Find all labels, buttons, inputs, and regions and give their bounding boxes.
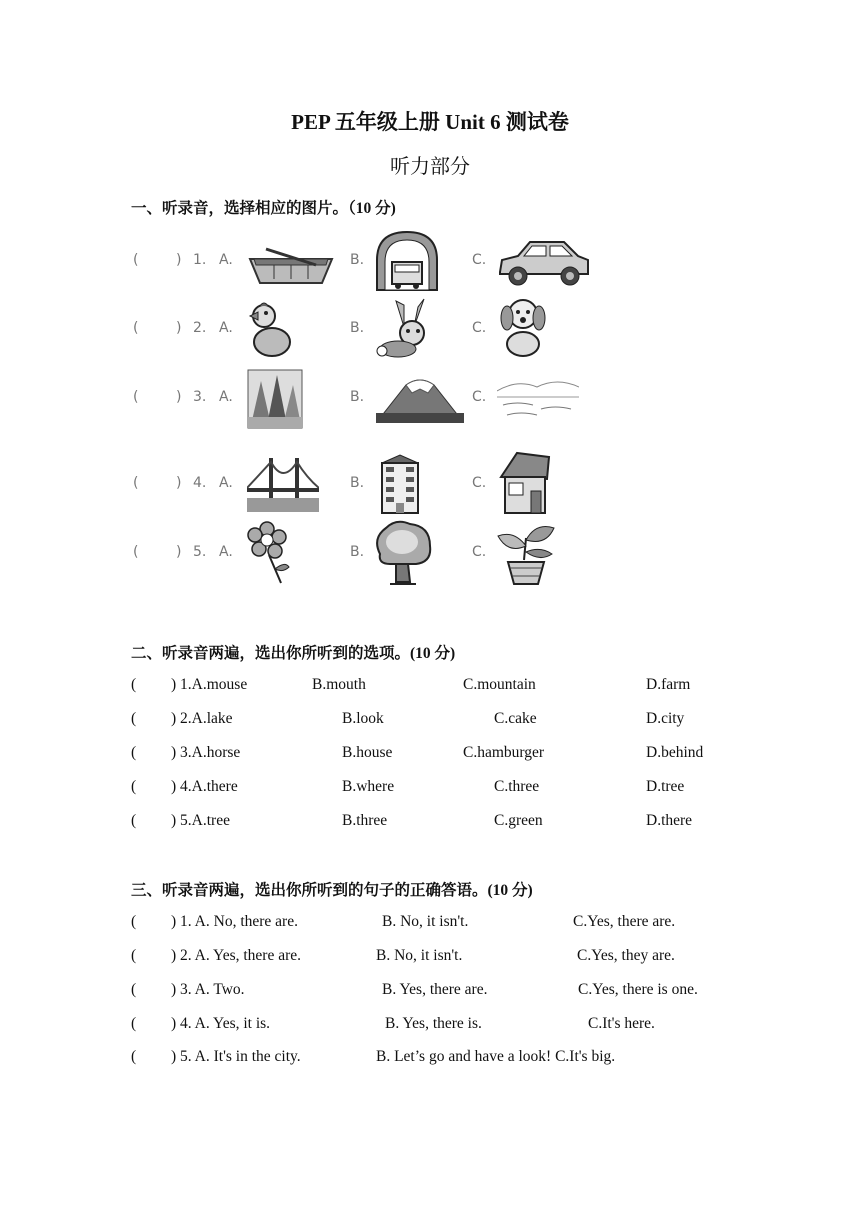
answer-paren-close: ) (176, 252, 182, 268)
dog-icon (497, 296, 549, 360)
option-b: B. No, it isn't. (382, 913, 469, 930)
answer-paren-open: ( (131, 744, 137, 761)
duck-icon (246, 298, 292, 360)
question-number: 3. (193, 389, 207, 405)
bridge-icon (247, 454, 319, 512)
option-b: B. Yes, there is. (385, 1015, 482, 1032)
option-letter: A. (219, 475, 233, 491)
page-title: PEP 五年级上册 Unit 6 测试卷 (291, 110, 569, 134)
answer-paren-close: ) (176, 544, 182, 560)
question-option-a: ) 2.A.lake (171, 710, 233, 727)
question-number: 2. (193, 320, 207, 336)
question-option-a: ) 5.A.tree (171, 812, 230, 829)
option-c: C.mountain (463, 676, 536, 693)
question-option-a: ) 1.A.mouse (171, 676, 248, 693)
option-c: C.hamburger (463, 744, 545, 761)
lake-icon (497, 375, 579, 423)
answer-paren-open: ( (131, 710, 137, 727)
answer-paren-close: ) (176, 475, 182, 491)
option-c: C.cake (494, 710, 537, 727)
option-b: B. Yes, there are. (382, 981, 488, 998)
question-option-a: ) 4.A.there (171, 778, 238, 795)
option-b: B.look (342, 710, 384, 727)
potted-plant-icon (496, 520, 556, 586)
question-option-a: ) 4. A. Yes, it is. (171, 1015, 271, 1032)
option-letter: C. (472, 475, 487, 491)
tree-icon (372, 520, 434, 586)
option-c: C.Yes, they are. (577, 947, 675, 964)
answer-paren-open: ( (133, 389, 139, 405)
page-subtitle: 听力部分 (390, 156, 470, 178)
option-d: D.city (646, 710, 685, 727)
option-c: C.green (494, 812, 543, 829)
option-b: B.three (342, 812, 388, 829)
section3-heading: 三、听录音两遍，选出你所听到的句子的正确答语。(10 分) (131, 882, 533, 899)
mountain-icon (376, 377, 464, 423)
section2-heading: 二、听录音两遍，选出你所听到的选项。(10 分) (131, 645, 456, 662)
option-letter: B. (350, 544, 365, 560)
answer-paren-open: ( (133, 320, 139, 336)
option-c: C.Yes, there is one. (578, 981, 698, 998)
answer-paren-open: ( (131, 812, 137, 829)
flower-icon (247, 521, 293, 585)
option-letter: B. (350, 389, 365, 405)
section1-heading: 一、听录音，选择相应的图片。（10 分) (131, 200, 396, 217)
answer-paren-open: ( (131, 778, 137, 795)
question-number: 4. (193, 475, 207, 491)
question-number: 1. (193, 252, 207, 268)
question-option-a: ) 3.A.horse (171, 744, 241, 761)
option-c: C.It's here. (588, 1015, 655, 1032)
answer-paren-open: ( (131, 913, 137, 930)
answer-paren-open: ( (131, 981, 137, 998)
option-letter: B. (350, 475, 365, 491)
option-b: B.mouth (312, 676, 366, 693)
option-c: C.Yes, there are. (573, 913, 676, 930)
option-c: C.three (494, 778, 540, 795)
option-b: B. No, it isn't. (376, 947, 463, 964)
question-number: 5. (193, 544, 207, 560)
forest-icon (247, 369, 303, 429)
car-icon (496, 234, 592, 290)
rabbit-icon (374, 297, 446, 361)
option-d: D.tree (646, 778, 685, 795)
answer-paren-open: ( (131, 1015, 137, 1032)
question-option-a: ) 3. A. Two. (171, 981, 245, 998)
option-letter: C. (472, 252, 487, 268)
option-letter: A. (219, 389, 233, 405)
answer-paren-open: ( (133, 544, 139, 560)
question-option-a: ) 1. A. No, there are. (171, 913, 298, 930)
answer-paren-close: ) (176, 320, 182, 336)
answer-paren-open: ( (131, 1048, 137, 1065)
option-d: D.farm (646, 676, 691, 693)
option-b-and-c: B. Let’s go and have a look! C.It's big. (376, 1048, 616, 1065)
answer-paren-open: ( (131, 676, 137, 693)
option-letter: C. (472, 544, 487, 560)
answer-paren-close: ) (176, 389, 182, 405)
option-letter: C. (472, 320, 487, 336)
option-d: D.there (646, 812, 693, 829)
tunnel-bus-icon (375, 230, 439, 292)
option-letter: A. (219, 544, 233, 560)
boat-icon (246, 237, 336, 292)
option-letter: C. (472, 389, 487, 405)
option-letter: A. (219, 252, 233, 268)
option-d: D.behind (646, 744, 704, 761)
house-icon (499, 451, 551, 515)
building-icon (376, 453, 424, 515)
answer-paren-open: ( (131, 947, 137, 964)
option-b: B.house (342, 744, 393, 761)
question-option-a: ) 5. A. It's in the city. (171, 1048, 301, 1065)
option-letter: B. (350, 252, 365, 268)
option-b: B.where (342, 778, 395, 795)
question-option-a: ) 2. A. Yes, there are. (171, 947, 302, 964)
answer-paren-open: ( (133, 475, 139, 491)
option-letter: B. (350, 320, 365, 336)
option-letter: A. (219, 320, 233, 336)
answer-paren-open: ( (133, 252, 139, 268)
